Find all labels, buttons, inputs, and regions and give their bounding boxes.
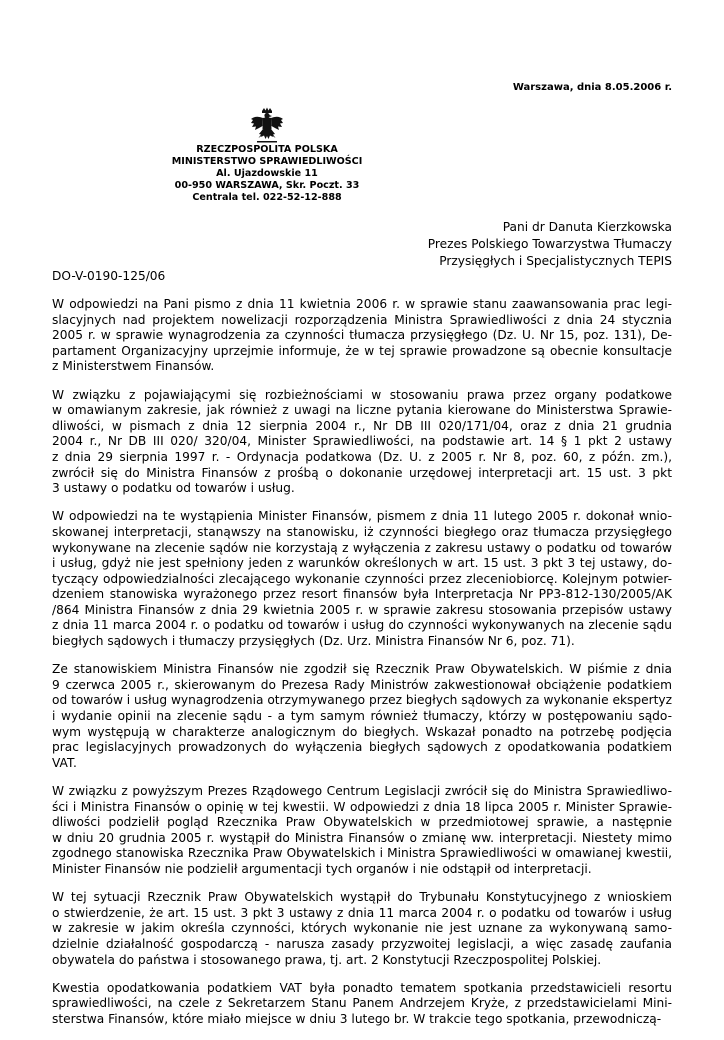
ministry-header (130, 144, 404, 204)
letter-date: Warszawa, dnia 8.05.2006 r. (512, 82, 672, 93)
addressee-line: Przysięgłych i Specjalistycznych TEPIS (439, 254, 672, 268)
body-paragraph (52, 509, 672, 649)
paragraph-line: W odpowiedzi na te wystąpienia Minister Finansów, pismem z dnia 11 lutego 2005 r. dokonał wnio- (52, 509, 672, 524)
paragraph-line: ści i Ministra Finansów o opinię w tej kwestii. W odpowiedzi z dnia 18 lipca 2005 r. Minister Sprawie- (52, 799, 672, 814)
paragraph-line: i wydanie opinii na zlecenie sądu - a tym samym również tłumaczy, którzy w postępowaniu sądo- (52, 709, 672, 724)
paragraph-line: Ze stanowiskiem Ministra Finansów nie zgodził się Rzecznik Praw Obywatelskich. W piśmie z dnia (52, 662, 672, 677)
header-line-phone: Centrala tel. 022-52-12-888 (192, 192, 342, 203)
paragraph-line: VAT. (52, 755, 77, 770)
paragraph-line: Minister Finansów nie podzielił argumentacji tych organów i nie odstąpił od interpretacji. (52, 861, 592, 876)
header-line-street: Al. Ujazdowskie 11 (216, 168, 318, 179)
paragraph-line: W tej sytuacji Rzecznik Praw Obywatelskich wystąpił do Trybunału Konstytucyjnego z wnioskiem (52, 890, 672, 905)
paragraph-line: tyczący odpowiedzialności zlecającego wykonanie czynności przez zleceniobiorcę. Kolejnym potwier- (52, 571, 672, 586)
paragraph-line: dliwości podzielił pogląd Rzecznika Praw Obywatelskich w przedmiotowej sprawie, a następnie (52, 815, 672, 830)
paragraph-line: dzielnie działalność gospodarczą - narusza zasady przyzwoitej legislacji, a więc zasadę zaufania (52, 936, 672, 951)
paragraph-line: w dniu 20 grudnia 2005 r. wystąpił do Ministra Finansów o zmianę ww. interpretacji. Niestety mimo (52, 830, 672, 845)
paragraph-line: prac legislacyjnych prowadzonych do wyłączenia biegłych sądowych z opodatkowania podatkiem (52, 740, 672, 755)
polish-eagle-emblem-icon (250, 107, 284, 145)
paragraph-line: o stwierdzenie, że art. 15 ust. 3 pkt 3 ustawy z dnia 11 marca 2004 r. o podatku od towarów i usług (52, 905, 672, 920)
body-paragraph (52, 890, 672, 968)
paragraph-line: zgodnego stanowiska Rzecznika Praw Obywatelskich i Ministra Sprawiedliwości w omawianej kwestii, (52, 846, 672, 861)
paragraph-line: biegłych sądowych i tłumaczy przysięgłych (Dz. Urz. Ministra Finansów Nr 6, poz. 71). (52, 634, 575, 649)
paragraph-line: slacyjnych nad projektem nowelizacji rozporządzenia Ministra Sprawiedliwości z dnia 24 stycznia (52, 312, 672, 327)
paragraph-line: wym występują w charakterze analogicznym do biegłych. Wskazał ponadto na potrzebę podjęcia (52, 724, 672, 739)
paragraph-line: partament Organizacyjny uprzejmie informuje, że w tej sprawie prowadzone są obecnie konsultacje (52, 343, 672, 358)
paragraph-line: Kwestia opodatkowania podatkiem VAT była ponadto tematem spotkania przedstawicieli resortu (52, 980, 672, 995)
header-line-ministry: MINISTERSTWO SPRAWIEDLIWOŚCI (171, 156, 363, 167)
addressee-block (428, 219, 672, 270)
paragraph-line: i usług, gdyż nie jest spełniony jeden z warunków określonych w art. 15 ust. 3 pkt 3 tej ustawy, do- (52, 556, 672, 571)
paragraph-line: 2005 r. w sprawie wynagrodzenia za czynności tłumacza przysięgłego (Dz. U. Nr 15, poz. 131), De- (52, 328, 672, 343)
paragraph-line: 9 czerwca 2005 r., skierowanym do Prezesa Rady Ministrów zakwestionował obciążenie podatkiem (52, 677, 672, 692)
paragraph-line: 2004 r., Nr DB III 020/ 320/04, Minister Sprawiedliwości, na podstawie art. 14 § 1 pkt 2 ustawy (52, 434, 672, 449)
paragraph-line: z dnia 29 sierpnia 1997 r. - Ordynacja podatkowa (Dz. U. z 2005 r. Nr 8, poz. 60, z późn. zm.), (52, 449, 672, 464)
body-paragraph (52, 981, 672, 1028)
paragraph-line: w omawianym zakresie, jak również z uwagi na liczne pytania kierowane do Ministerstwa Sprawie- (52, 403, 672, 418)
paragraph-line: W odpowiedzi na Pani pismo z dnia 11 kwietnia 2006 r. w sprawie stanu zaawansowania prac legi- (52, 297, 672, 311)
paragraph-line: /864 Ministra Finansów z dnia 29 kwietnia 2005 r. w sprawie zakresu stosowania przepisów ustawy (52, 602, 672, 617)
addressee-line: Prezes Polskiego Towarzystwa Tłumaczy (427, 237, 672, 251)
paragraph-line: wykonywane na zlecenie sądów nie korzystają z wyłączenia z zakresu ustawy o podatku od towarów (52, 540, 672, 555)
paragraph-line: 3 ustawy o podatku od towarów i usług. (52, 481, 295, 496)
paragraph-line: dliwości, w pismach z dnia 12 sierpnia 2004 r., Nr DB III 020/171/04, oraz z dnia 21 grudnia (52, 418, 672, 433)
paragraph-line: W związku z pojawiającymi się rozbieżnościami w stosowaniu prawa przez organy podatkowe (52, 387, 672, 402)
body-paragraph (52, 388, 672, 497)
paragraph-line: W związku z powyższym Prezes Rządowego Centrum Legislacji zwrócił się do Ministra Sprawiedliwo- (52, 784, 672, 798)
reference-number: DO-V-0190-125/06 (52, 269, 166, 283)
paragraph-line: z Ministerstwem Finansów. (52, 359, 215, 374)
header-line-postal: 00-950 WARSZAWA, Skr. Poczt. 33 (174, 180, 360, 191)
paragraph-line: skowanej interpretacji, stanąwszy na stanowisku, iż czynności biegłego oraz tłumacza przysięgłego (52, 524, 672, 539)
paragraph-line: od towarów i usług wynagrodzenia otrzymywanego przez biegłych sądowych za wykonanie ekspertyz (52, 693, 672, 708)
paragraph-line: dzeniem stanowiska wyrażonego przez resort finansów była Interpretacja Nr PP3-812-130/2005/AK (52, 587, 672, 602)
addressee-line: Pani dr Danuta Kierzkowska (502, 220, 672, 234)
paragraph-line: sprawiedliwości, na czele z Sekretarzem Stanu Panem Andrzejem Kryże, z przedstawicielami Mini- (52, 996, 672, 1011)
body-paragraph (52, 662, 672, 771)
paragraph-line: zwrócił się do Ministra Finansów z prośbą o dokonanie urzędowej interpretacji art. 15 ust. 3 pkt (52, 465, 672, 480)
paragraph-line: w zakresie w jakim określa czynności, których wykonanie nie jest uznane za wykonywaną samo- (52, 921, 672, 936)
header-line-country: RZECZPOSPOLITA POLSKA (196, 144, 338, 155)
letter-body (52, 297, 672, 1040)
paragraph-line: z dnia 11 marca 2004 r. o podatku od towarów i usług do czynności wykonywanych na zlecenie sądu (52, 618, 672, 633)
body-paragraph (52, 297, 672, 375)
paragraph-line: sterstwa Finansów, które miało miejsce w dniu 3 lutego br. W trakcie tego spotkania, przewodniczą- (52, 1011, 662, 1026)
paragraph-line: obywatela do państwa i stosowanego prawa, tj. art. 2 Konstytucji Rzeczpospolitej Polskiej. (52, 952, 602, 967)
body-paragraph (52, 784, 672, 878)
